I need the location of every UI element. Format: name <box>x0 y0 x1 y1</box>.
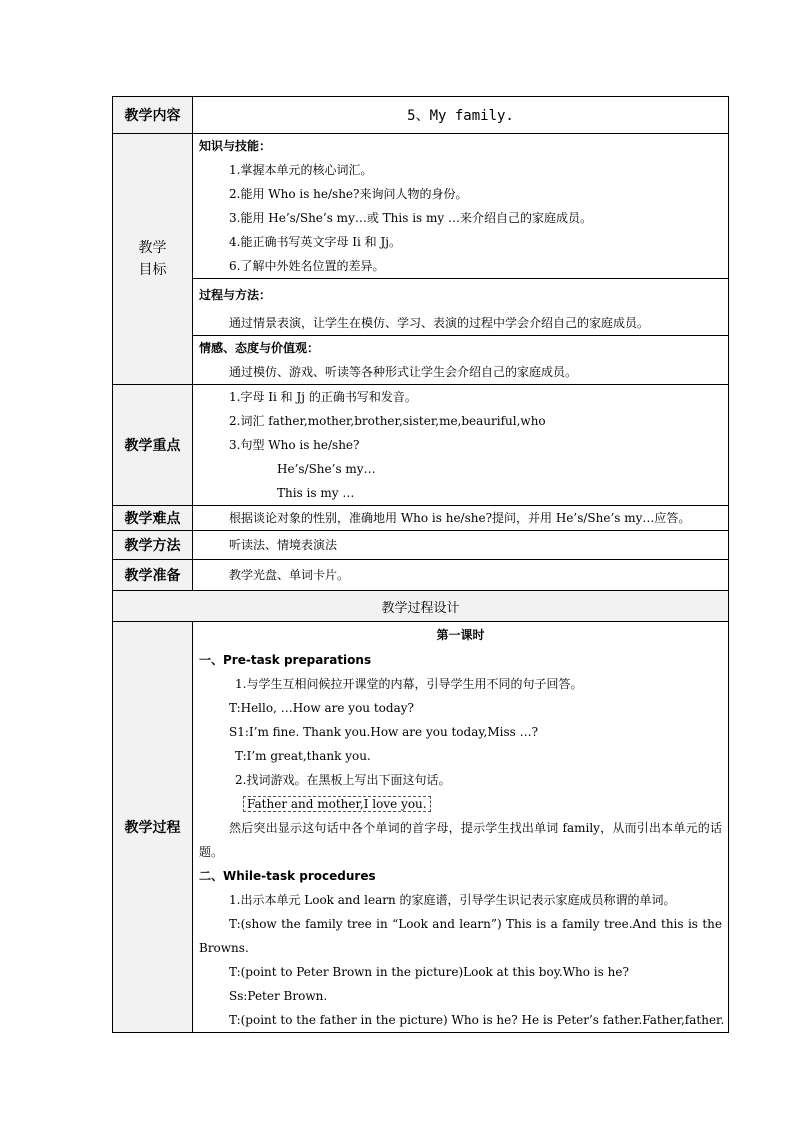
process-method-text: 通过情景表演，让学生在模仿、学习、表演的过程中学会介绍自己的家庭成员。 <box>229 316 650 330</box>
label-difficulties: 教学难点 <box>113 506 193 531</box>
while-task-line: Ss:Peter Brown. <box>229 989 328 1003</box>
knowledge-item: 3.能用 He’s/She’s my…或 This is my …来介绍自己的家庭成员。 <box>229 211 592 225</box>
label-process: 教学过程 <box>113 622 193 1033</box>
difficulties-cell <box>193 506 729 531</box>
knowledge-item: 4.能正确书写英文字母 Ii 和 Jj。 <box>229 235 402 249</box>
key-point-item: 2.词汇 father,mother,brother,sister,me,beauriful,who <box>229 414 546 428</box>
pre-task-after: 然后突出显示这句话中各个单词的首字母，提示学生找出单词 family，从而引出本单元的话题。 <box>199 821 722 859</box>
board-sentence-row <box>199 792 722 816</box>
knowledge-item: 6.了解中外姓名位置的差异。 <box>229 259 385 273</box>
pre-task-line: T:Hello, …How are you today? <box>229 701 414 715</box>
pre-task-line: T:I’m great,thank you. <box>235 749 371 763</box>
while-task-line: T:(point to the father in the picture) Who is he? He is Peter’s father.Father,father. <box>229 1013 725 1027</box>
key-point-item: 1.字母 Ii 和 Jj 的正确书写和发音。 <box>229 390 417 404</box>
while-task-line: T:(point to Peter Brown in the picture)Look at this boy.Who is he? <box>229 965 629 979</box>
knowledge-heading: 知识与技能： <box>199 139 272 153</box>
label-preparation: 教学准备 <box>113 560 193 591</box>
process-design-heading: 教学过程设计 <box>113 591 729 622</box>
board-sentence: Father and mother,I love you. <box>243 796 431 812</box>
methods-cell <box>193 531 729 560</box>
label-methods: 教学方法 <box>113 531 193 560</box>
emotion-text: 通过模仿、游戏、听读等各种形式让学生会介绍自己的家庭成员。 <box>229 365 578 379</box>
lesson-plan-table <box>112 96 729 1033</box>
process-method-cell <box>193 279 729 336</box>
knowledge-item: 1.掌握本单元的核心词汇。 <box>229 163 373 177</box>
preparation-text: 教学光盘、单词卡片。 <box>229 568 350 582</box>
knowledge-skills-cell <box>193 134 729 279</box>
methods-text: 听读法、情境表演法 <box>229 538 338 552</box>
pre-task-line: S1:I’m fine. Thank you.How are you today,Miss …? <box>229 725 539 739</box>
label-objectives <box>113 134 193 385</box>
key-point-item: 3.句型 Who is he/she? <box>229 438 360 452</box>
label-objectives-line2: 目标 <box>138 262 167 278</box>
key-point-item: This is my … <box>277 486 355 500</box>
process-method-heading: 过程与方法： <box>199 288 272 302</box>
while-task-line: 1.出示本单元 Look and learn 的家庭谱，引导学生识记表示家庭成员称谓的单词。 <box>229 893 676 907</box>
while-task-para: T:(show the family tree in “Look and learn”) This is a family tree.And this is the Browns. <box>199 917 722 955</box>
label-key-points: 教学重点 <box>113 385 193 506</box>
knowledge-item: 2.能用 Who is he/she?来询问人物的身份。 <box>229 187 468 201</box>
pre-task-line: 2.找词游戏。在黑板上写出下面这句话。 <box>235 773 451 787</box>
pre-task-line: 1.与学生互相问候拉开课堂的内幕，引导学生用不同的句子回答。 <box>235 677 583 691</box>
lesson-title: 5、My family. <box>193 97 729 134</box>
key-point-item: He’s/She’s my… <box>277 462 376 476</box>
difficulties-text: 根据谈论对象的性别，准确地用 Who is he/she?提问，并用 He’s/She’s my…应答。 <box>229 511 691 525</box>
key-points-cell <box>193 385 729 506</box>
process-cell <box>193 622 729 1033</box>
label-objectives-line1: 教学 <box>138 240 167 256</box>
label-content: 教学内容 <box>113 97 193 134</box>
emotion-heading: 情感、态度与价值观： <box>199 341 320 355</box>
period-heading: 第一课时 <box>436 628 485 642</box>
while-task-heading: 二、While-task procedures <box>199 869 376 883</box>
preparation-cell <box>193 560 729 591</box>
emotion-cell <box>193 336 729 385</box>
pre-task-heading: 一、Pre-task preparations <box>199 653 372 667</box>
